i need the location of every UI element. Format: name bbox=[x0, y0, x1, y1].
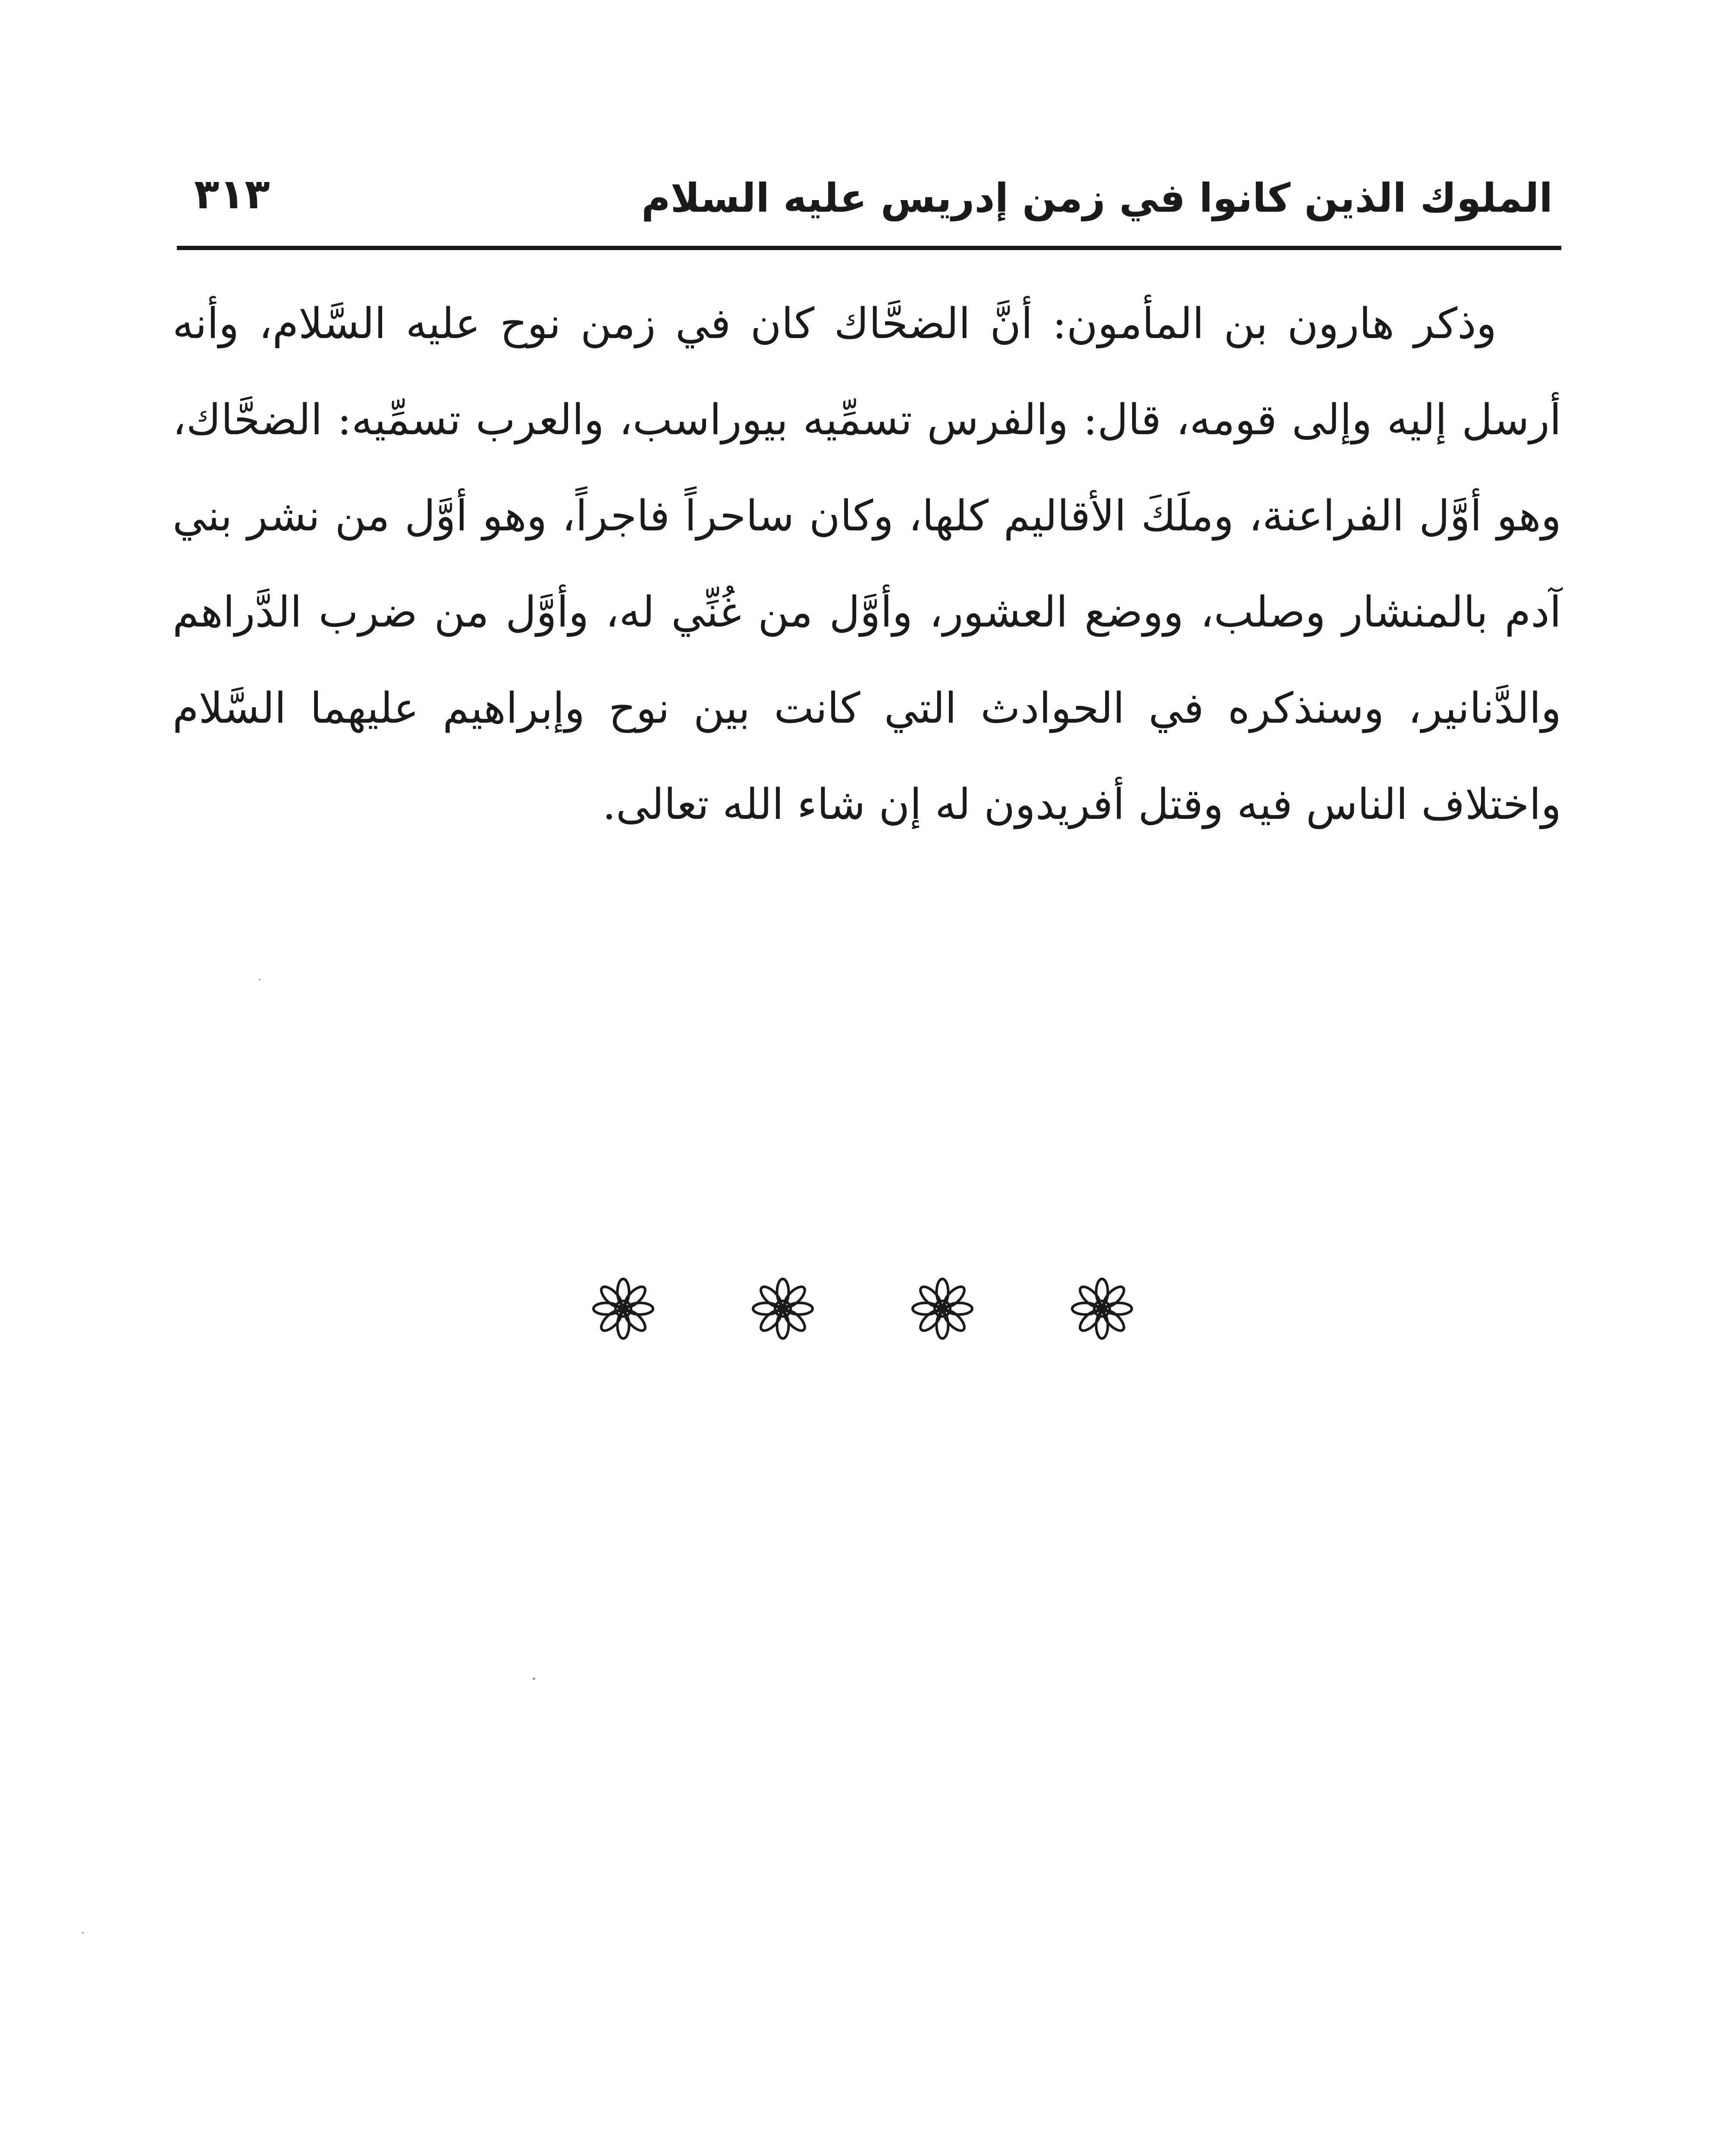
running-title: الملوك الذين كانوا في زمن إدريس عليه السلام bbox=[641, 175, 1553, 221]
main-text bbox=[173, 276, 1561, 853]
paragraph: وذكر هارون بن المأمون: أنَّ الضحَّاك كان في زمن نوح عليه السَّلام، وأنه أرسل إليه وإلى قومه، قال: والفرس تسمِّيه بيوراسب، والعرب تسمِّيه: الضحَّاك، وهو أوَّل الفراعنة، وملَكَ الأقاليم كلها، وكان ساحراً فاجراً، وهو أوَّل من نشر بني آدم بالمنشار وصلب، ووضع العشور، وأوَّل من غُنِّي له، وأوَّل من ضرب الدَّراهم والدَّنانير، وسنذكره في الحوادث التي كانت بين نوح وإبراهيم عليهما السَّلام واختلاف الناس فيه وقتل أفريدون له إن شاء الله تعالى. bbox=[173, 299, 1561, 829]
flower-ornament-icon bbox=[1070, 1276, 1134, 1341]
section-end-ornaments bbox=[591, 1259, 1134, 1358]
scan-speck bbox=[82, 1932, 84, 1934]
scan-speck bbox=[259, 979, 261, 981]
page-number: ٣١٣ bbox=[194, 170, 270, 218]
flower-ornament-icon bbox=[750, 1276, 815, 1341]
flower-ornament-icon bbox=[910, 1276, 975, 1341]
scan-speck bbox=[533, 1677, 535, 1680]
flower-ornament-icon bbox=[591, 1276, 656, 1341]
header-rule bbox=[177, 246, 1561, 250]
running-header bbox=[177, 155, 1553, 241]
